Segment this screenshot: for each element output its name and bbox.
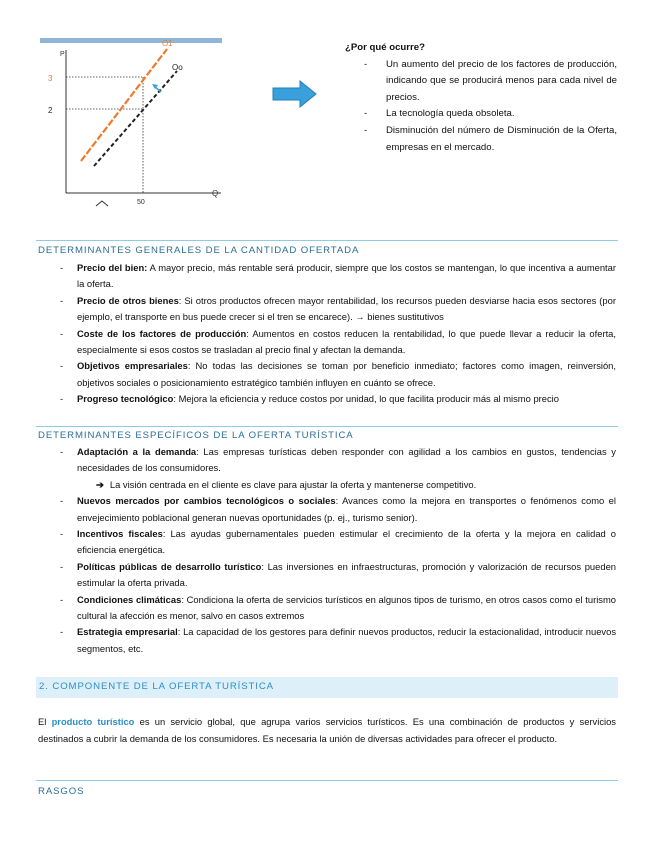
- new-supply-curve: [81, 49, 167, 161]
- list-item: [58, 592, 616, 625]
- curve-label-new: O1: [162, 39, 173, 48]
- rasgos-heading: RASGOS: [38, 786, 85, 797]
- section-divider: [36, 780, 618, 781]
- general-heading: DETERMINANTES GENERALES DE LA CANTIDAD OFERTADA: [38, 245, 360, 256]
- para-text: es un servicio global, que agrupa varios servicios turísticos. Es una combinación de productos y servicios destinados a cubrir la demanda de los consumidores. Es necesaria la unión de diversas actividades para ofrecer el producto.: [38, 716, 616, 744]
- list-item: [58, 493, 616, 526]
- list-item: [58, 293, 616, 326]
- why-list: [345, 57, 617, 157]
- item-term: Adaptación a la demanda: [77, 446, 197, 457]
- item-text: : Aumentos en costos reducen la rentabilidad, lo que puede llevar a reducir la oferta, especialmente si esos costos se trasladan al precio final y afectan la demanda.: [77, 327, 616, 356]
- q-axis-label: Q: [212, 189, 219, 198]
- item-text: : Condiciona la oferta de servicios turísticos en algunos tipos de turismo, en otros casos como el turismo cultural la afección es menor, salvo en casos extremos: [77, 593, 616, 622]
- why-item: - Disminución del número de Disminución de la Oferta, empresas en el mercado.: [345, 123, 617, 156]
- sub-item-text: La visión centrada en el cliente es clave para ajustar la oferta y mantenerse competitivo.: [109, 478, 477, 490]
- section-divider: [36, 426, 618, 427]
- old-supply-curve: [94, 71, 177, 166]
- list-item: [58, 260, 616, 293]
- item-term: Nuevos mercados por cambios tecnológicos o sociales: [77, 495, 336, 507]
- list-item: [58, 326, 616, 359]
- price-label-low: 2: [48, 106, 53, 115]
- highlight-term: producto turístico: [51, 716, 135, 727]
- item-term: Precio del bien:: [77, 262, 148, 273]
- sub-item: [77, 477, 616, 493]
- p-axis-label: P: [60, 51, 65, 58]
- list-item: [58, 559, 616, 592]
- specific-heading: DETERMINANTES ESPECÍFICOS DE LA OFERTA TURÍSTICA: [38, 430, 354, 441]
- chart-title-bar: [40, 38, 222, 43]
- section-divider: [36, 240, 618, 241]
- list-item: [58, 526, 616, 559]
- general-list: [58, 260, 616, 408]
- item-term: Políticas públicas de desarrollo turístico: [77, 560, 262, 572]
- item-text: : Las inversiones en infraestructuras, promoción y valorización de recursos pueden estimular la oferta privada.: [77, 560, 616, 589]
- item-text: : Las empresas turísticas deben responder con agilidad a los cambios en gustos, tendencias y necesidades de los consumidores.: [77, 446, 616, 474]
- item-term: Incentivos fiscales: [77, 528, 163, 540]
- item-term: Estrategia empresarial: [77, 626, 178, 638]
- list-item: [58, 624, 616, 657]
- list-item: [58, 391, 616, 407]
- why-title: ¿Por qué ocurre?: [345, 42, 425, 53]
- component-paragraph: [38, 714, 616, 747]
- list-item: [58, 358, 616, 391]
- component-heading: 2. COMPONENTE DE LA OFERTA TURÍSTICA: [39, 681, 274, 692]
- component-heading-band: [36, 677, 618, 698]
- item-term: Precio de otros bienes: [77, 294, 179, 306]
- item-text: : Mejora la eficiencia y reduce costos por unidad, lo que facilita producir más al mismo precio: [173, 393, 559, 405]
- supply-shift-chart: [36, 34, 236, 214]
- item-text: : Avances como la mejora en transportes o fenómenos como el envejecimiento poblacional generan nuevas oportunidades (p. ej., turismo senior).: [77, 495, 616, 523]
- quantity-label: 50: [137, 199, 145, 206]
- price-label-high: 3: [48, 74, 53, 83]
- item-text: : La capacidad de los gestores para definir nuevos productos, reducir la estacionalidad, introducir nuevos segmentos, etc.: [77, 626, 617, 654]
- item-text: : Las ayudas gubernamentales pueden estimular el crecimiento de la oferta y la mejora en calidad o eficiencia energética.: [77, 528, 616, 556]
- list-item: [58, 444, 616, 493]
- curve-label-old: Oo: [172, 63, 183, 72]
- item-term: Condiciones climáticas: [77, 593, 182, 605]
- item-term: Objetivos empresariales: [77, 360, 188, 372]
- chart-mark: [96, 201, 108, 206]
- why-item: - Un aumento del precio de los factores de producción, indicando que se producirá menos para cada nivel de precios.: [345, 57, 617, 107]
- item-text: : Si otros productos ofrecen mayor rentabilidad, los recursos pueden desviarse hacia esos sectores (por ejemplo, el transporte en bus puede crecer si el tren se encarece). → bienes sustitutivos: [77, 294, 616, 323]
- item-term: Progreso tecnológico: [77, 393, 174, 405]
- arrow-icon: ➔: [96, 478, 104, 490]
- item-term: Coste de los factores de producción: [77, 327, 247, 339]
- item-text: : No todas las decisiones se toman por beneficio inmediato; factores como imagen, reinversión, objetivos sociales o posicionamiento estratégico también influyen en cuánto se ofrece.: [77, 360, 616, 388]
- right-arrow-icon: [272, 80, 318, 108]
- why-item: - La tecnología queda obsoleta.: [345, 106, 617, 123]
- specific-list: [58, 444, 616, 657]
- para-text: El: [38, 716, 52, 727]
- why-box: [345, 40, 617, 156]
- item-text: A mayor precio, más rentable será producir, siempre que los costos se mantengan, lo que incentiva a aumentar la oferta.: [77, 262, 616, 290]
